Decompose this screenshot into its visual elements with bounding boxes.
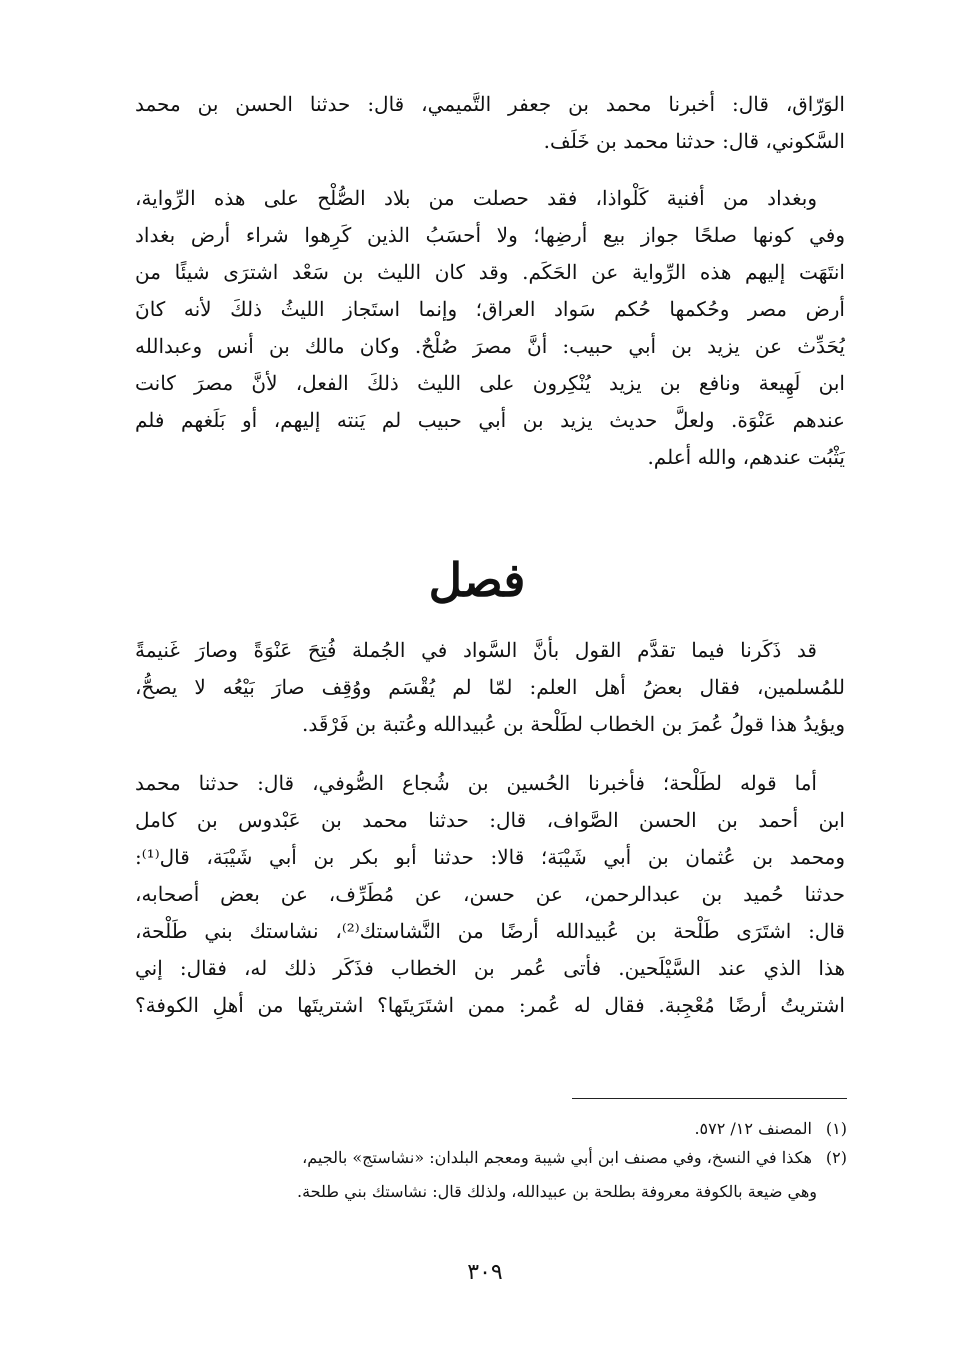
text-line: انتَهَت إليهم هذه الرِّواية عن الحَكَم. وقد كان الليث بن سَعْد اشترَى شيئًا من (135, 260, 845, 284)
text-line: السَّكوني، قال: حدثنا محمد بن خَلَف. (543, 129, 845, 153)
footnote-text: هكذا في النسخ، وفي مصنف ابن أبي شيبة ومعجم البلدان: «نشاستج» بالجيم، (302, 1148, 812, 1167)
text-line: اشتريتُ أرضًا مُعْجِبة. فقال له عُمر: ممن اشتَرَيتَها؟ اشتريتَها من أهلِ الكوفة؟ (135, 993, 845, 1017)
text-line: أما قوله لطَلْحة؛ فأخبرنا الحُسين بن شُجاع الصُّوفي، قال: حدثنا محمد (135, 771, 817, 795)
text-line: عندهم عَنْوَة. ولعلَّ حديث يزيد بن أبي حبيب لم يَنته إليهم، أو بَلَغهم فلم (135, 408, 845, 432)
footnote-continuation: وهي ضيعة بالكوفة معروفة بطلحة بن عبيدالله، ولذلك قال: نشاستك بني طلحة. (297, 1182, 817, 1201)
text-line: هذا الذي عند السَّيْلَحين. فأتى عُمر بن الخطاب فذَكَر ذلك له، فقال: إني (135, 956, 845, 980)
text-line: ابن لَهِيعة ونافع بن يزيد يُنْكِرون على الليث ذلكَ الفعل، لأنَّ مصرَ كانت (135, 371, 845, 395)
footnote-number: (١) (825, 1119, 847, 1138)
paragraph-isnad (135, 86, 845, 160)
footnote (135, 1143, 847, 1173)
page-number: ٣٠٩ (467, 1260, 503, 1285)
text-line: يَثْبُت عندهم، والله أعلم. (647, 445, 845, 469)
paragraph-sawad (135, 632, 845, 743)
footnote (135, 1114, 847, 1144)
footnote-text: المصنف ١٢/ ٥٧٢. (694, 1119, 812, 1138)
text-line: وفي كونها صلحًا جواز بيع أرضِها؛ ولا أحسَبُ الذين كَرِهوا شراء أرض بغداد (135, 223, 845, 247)
footnote-divider (572, 1098, 847, 1099)
text-line: ويؤيدُ هذا قولُ عُمرَ بن الخطاب لطَلْحة بن عُبيدالله وعُتبة بن فَرْقَد. (301, 712, 845, 736)
text-line: أرض مصر وحُكمها حُكم سَواد العراق؛ وإنما استَجاز الليثُ ذلكَ لأنه كانَ (135, 297, 845, 321)
text-line: قد ذَكَرنا فيما تقدَّم القول بأنَّ السَّواد في الجُملة فُتِحَ عَنْوَةً وصارَ غَنيمةً (135, 638, 817, 662)
text-line: الوَرّاق، قال: أخبرنا محمد بن جعفر التَّميمي، قال: حدثنا الحسن بن محمد (135, 92, 845, 116)
text-line: يُحَدِّث عن يزيد بن أبي حبيب: أنَّ مصرَ صُلْحٌ. وكان مالك بن أنس وعبدالله (135, 334, 845, 358)
paragraph-baghdad (135, 180, 845, 476)
text-line: وبغداد من أفنية كَلْواذا، فقد حصلت من بلاد الصُّلْح على هذه الرِّواية، (135, 186, 817, 210)
footnote-number: (٢) (825, 1148, 847, 1167)
text-line: حدثنا حُميد بن عبدالرحمن، عن حسن، عن مُطَرِّف، عن بعض أصحابه، (135, 882, 845, 906)
text-line: ابن أحمد بن الحسن الصَّواف، قال: حدثنا محمد بن عَبْدوس بن كامل (135, 808, 845, 832)
text-line: للمُسلمين، فقال بعضُ أهل العلم: لمّا لم يُقْسَم ووُقِف صارَ بَيْعُه لا يصحُّ، (135, 675, 845, 699)
text-line: قال: اشتَرَى طَلْحة بن عُبيدالله أرضًا من النَّشاستك⁽²⁾، نشاستك بني طَلْحة، (135, 919, 845, 943)
text-line: ومحمد بن عُثمان بن أبي شَيْبَة؛ قالا: حدثنا أبو بكر بن أبي شَيْبَة، قال⁽¹⁾: (135, 845, 845, 869)
section-heading: فصل (428, 553, 526, 607)
paragraph-talha (135, 765, 845, 1024)
